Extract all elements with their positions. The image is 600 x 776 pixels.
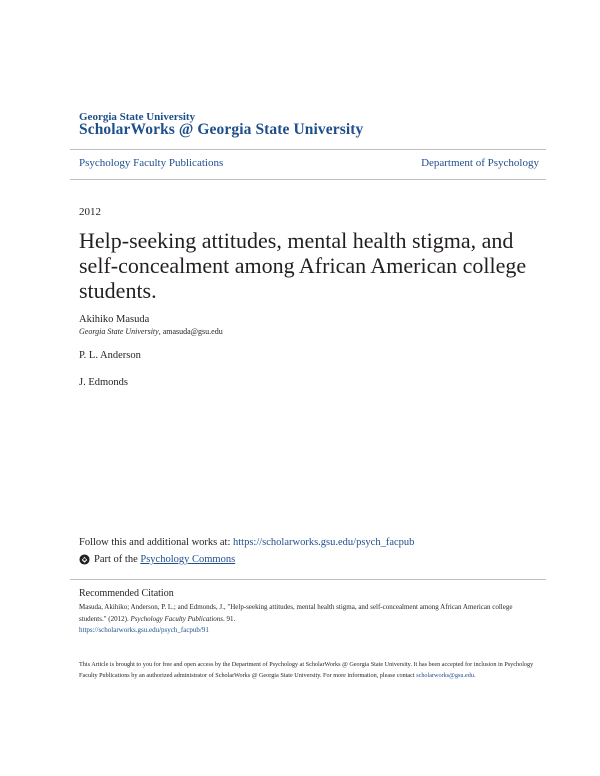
university-name: Georgia State University — [79, 111, 196, 123]
author-affiliation — [79, 327, 223, 336]
citation-text — [79, 602, 539, 637]
citation-suffix: . 91. — [223, 614, 236, 623]
author-email: , amasuda@gsu.edu — [158, 327, 223, 336]
citation-divider — [70, 579, 546, 580]
follow-link[interactable]: https://scholarworks.gsu.edu/psych_facpub — [233, 537, 415, 548]
partof-prefix: Part of the — [94, 554, 138, 565]
department-link[interactable]: Department of Psychology — [421, 157, 539, 169]
notice-end: . — [473, 672, 476, 679]
citation-heading: Recommended Citation — [79, 588, 174, 599]
article-title: Help-seeking attitudes, mental health stigma, and self-concealment among African American college students. — [79, 228, 527, 303]
top-divider — [70, 149, 546, 150]
citation-body: Masuda, Akihiko; Anderson, P. L.; and Edmonds, J., "Help-seeking attitudes, mental health stigma, and self-concealment among African American college students." (2012). — [79, 603, 513, 623]
author-name: Akihiko Masuda — [79, 314, 150, 325]
citation-url[interactable]: https://scholarworks.gsu.edu/psych_facpub/91 — [79, 626, 209, 634]
repository-name[interactable]: ScholarWorks @ Georgia State University — [79, 121, 364, 138]
network-logo-icon — [79, 554, 90, 565]
follow-line — [79, 537, 414, 548]
citation-journal: Psychology Faculty Publications — [130, 614, 223, 623]
notice-text: This Article is brought to you for free and open access by the Department of Psychology at ScholarWorks @ Georgia State University. It has been accepted for inclusion in Psychology Faculty Publications by an authorized administrator of ScholarWorks @ Georgia State University. For more information, please contact — [79, 661, 534, 679]
publication-year: 2012 — [79, 206, 101, 218]
follow-prefix: Follow this and additional works at: — [79, 537, 233, 548]
author-name: P. L. Anderson — [79, 350, 141, 361]
nav-divider — [70, 179, 546, 180]
psychology-commons-link[interactable]: Psychology Commons — [140, 554, 236, 565]
contact-email-link[interactable]: scholarworks@gsu.edu — [416, 672, 474, 679]
author-name: J. Edmonds — [79, 377, 129, 388]
part-of-line — [79, 554, 235, 565]
collection-link[interactable]: Psychology Faculty Publications — [79, 157, 224, 169]
affiliation-name: Georgia State University — [79, 327, 159, 336]
access-notice — [79, 659, 544, 681]
